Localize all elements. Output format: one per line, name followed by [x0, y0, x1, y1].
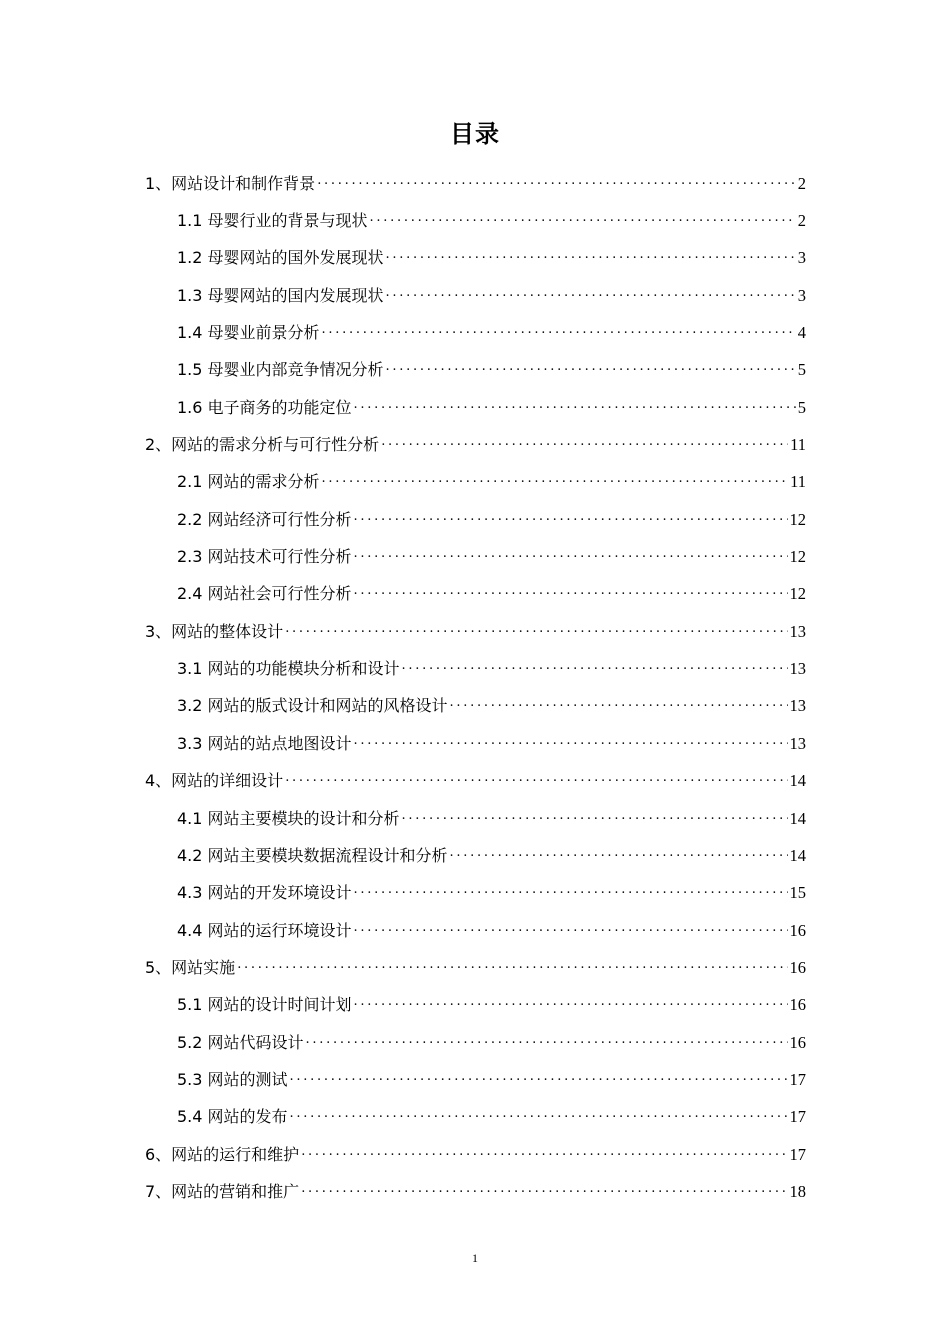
toc-entry-title: 7、网站的营销和推广 [145, 1181, 300, 1201]
toc-entry-leader-dots [381, 434, 788, 450]
toc-entry-row [177, 322, 806, 344]
toc-entry-leader-dots [285, 621, 787, 637]
toc-entry[interactable] [0, 912, 950, 949]
toc-entry-title: 5.4 网站的发布 [177, 1107, 288, 1127]
toc-entry-leader-dots [386, 285, 796, 301]
toc-entry-row [177, 1032, 806, 1054]
toc-entry-row [145, 621, 806, 643]
toc-entry-page-number: 14 [789, 808, 806, 828]
toc-entry-title: 4.2 网站主要模块数据流程设计和分析 [177, 845, 448, 865]
toc-entry[interactable] [0, 576, 950, 613]
toc-entry-row [177, 583, 806, 605]
toc-entry[interactable] [0, 1136, 950, 1173]
toc-entry-leader-dots [386, 247, 796, 263]
toc-entry-leader-dots [301, 1144, 787, 1160]
toc-entry-leader-dots [322, 322, 796, 338]
toc-entry[interactable] [0, 1173, 950, 1210]
toc-entry-leader-dots [301, 1181, 787, 1197]
toc-entry[interactable] [0, 837, 950, 874]
toc-entry[interactable] [0, 688, 950, 725]
toc-entry-page-number: 12 [789, 509, 806, 529]
toc-entry-leader-dots [322, 471, 789, 487]
toc-entry-leader-dots [450, 695, 788, 711]
toc-entry-row [177, 546, 806, 568]
toc-entry-leader-dots [354, 882, 788, 898]
toc-entry-page-number: 13 [789, 659, 806, 679]
toc-entry-title: 2.1 网站的需求分析 [177, 472, 320, 492]
toc-entry-page-number: 17 [789, 1069, 806, 1089]
toc-entry-leader-dots [237, 957, 787, 973]
toc-entry-title: 1.6 电子商务的功能定位 [177, 397, 352, 417]
toc-entry-leader-dots [306, 1032, 788, 1048]
toc-entry-title: 5、网站实施 [145, 957, 236, 977]
toc-entry-page-number: 2 [797, 173, 806, 193]
toc-entry-page-number: 13 [789, 733, 806, 753]
toc-entry-row [145, 1181, 806, 1203]
toc-entry-row [177, 210, 806, 232]
toc-entry-leader-dots [354, 994, 788, 1010]
toc-entry-page-number: 3 [797, 248, 806, 268]
toc-entry[interactable] [0, 987, 950, 1024]
toc-entry-title: 3、网站的整体设计 [145, 621, 284, 641]
toc-entry-row [177, 1069, 806, 1091]
toc-entry-title: 5.2 网站代码设计 [177, 1032, 304, 1052]
toc-entry-row [177, 1106, 806, 1128]
toc-entry-row [177, 471, 806, 493]
toc-entry-title: 4、网站的详细设计 [145, 771, 284, 791]
toc-entry-title: 2.2 网站经济可行性分析 [177, 509, 352, 529]
toc-entry-page-number: 16 [789, 957, 806, 977]
toc-entry[interactable] [0, 501, 950, 538]
toc-entry[interactable] [0, 875, 950, 912]
toc-entry-row [177, 845, 806, 867]
toc-entry-row [177, 808, 806, 830]
toc-entry[interactable] [0, 240, 950, 277]
toc-entry-leader-dots [285, 770, 787, 786]
toc-entry-page-number: 4 [797, 323, 806, 343]
toc-entry-title: 3.2 网站的版式设计和网站的风格设计 [177, 696, 448, 716]
toc-entry-row [145, 173, 806, 195]
toc-entry-title: 5.1 网站的设计时间计划 [177, 995, 352, 1015]
toc-entry[interactable] [0, 352, 950, 389]
toc-entry-title: 1、网站设计和制作背景 [145, 173, 316, 193]
toc-entry[interactable] [0, 763, 950, 800]
toc-entry[interactable] [0, 1024, 950, 1061]
toc-entry-page-number: 14 [789, 845, 806, 865]
toc-entry-leader-dots [354, 733, 788, 749]
toc-entry-page-number: 11 [790, 472, 806, 492]
toc-entry-leader-dots [402, 658, 788, 674]
toc-entry-row [145, 957, 806, 979]
toc-entry-leader-dots [354, 546, 788, 562]
toc-entry-row [145, 434, 806, 456]
toc-entry-leader-dots [354, 583, 788, 599]
toc-title: 目录 [450, 120, 500, 148]
toc-entry-page-number: 11 [790, 435, 806, 455]
toc-entry-page-number: 14 [789, 771, 806, 791]
toc-entry[interactable] [0, 426, 950, 463]
toc-entry-row [177, 397, 806, 419]
toc-entry-page-number: 16 [789, 995, 806, 1015]
toc-entry-leader-dots [354, 397, 796, 413]
toc-entry-page-number: 3 [797, 285, 806, 305]
toc-entry[interactable] [0, 202, 950, 239]
toc-entry-page-number: 15 [789, 883, 806, 903]
toc-entry-page-number: 16 [789, 920, 806, 940]
toc-entry-page-number: 18 [789, 1181, 806, 1201]
toc-entry[interactable] [0, 277, 950, 314]
toc-entry-leader-dots [354, 920, 788, 936]
toc-entry-row [177, 733, 806, 755]
toc-entry-row [177, 247, 806, 269]
toc-entry-title: 1.5 母婴业内部竞争情况分析 [177, 360, 384, 380]
toc-entry-leader-dots [370, 210, 796, 226]
toc-entry-leader-dots [386, 359, 796, 375]
footer-page-number: 1 [472, 1251, 478, 1265]
toc-entry[interactable] [0, 538, 950, 575]
toc-entry-page-number: 12 [789, 547, 806, 567]
toc-list [0, 165, 950, 1211]
toc-entry-page-number: 17 [789, 1144, 806, 1164]
toc-entry[interactable] [0, 800, 950, 837]
toc-entry[interactable] [0, 1061, 950, 1098]
toc-entry-page-number: 13 [789, 696, 806, 716]
toc-entry-title: 4.3 网站的开发环境设计 [177, 883, 352, 903]
toc-entry[interactable] [0, 1099, 950, 1136]
toc-entry-title: 3.1 网站的功能模块分析和设计 [177, 659, 400, 679]
toc-entry-page-number: 5 [797, 360, 806, 380]
toc-entry-row [177, 882, 806, 904]
toc-entry-title: 4.4 网站的运行环境设计 [177, 920, 352, 940]
toc-entry-title: 2.4 网站社会可行性分析 [177, 584, 352, 604]
toc-entry-row [177, 509, 806, 531]
toc-entry-leader-dots [354, 509, 788, 525]
toc-entry-page-number: 16 [789, 1032, 806, 1052]
toc-entry-leader-dots [290, 1069, 788, 1085]
toc-entry-row [177, 695, 806, 717]
toc-entry[interactable] [0, 725, 950, 762]
toc-entry-title: 1.4 母婴业前景分析 [177, 323, 320, 343]
toc-entry-leader-dots [450, 845, 788, 861]
toc-entry[interactable] [0, 464, 950, 501]
toc-entry-leader-dots [402, 808, 788, 824]
toc-entry-row [145, 1144, 806, 1166]
toc-entry-title: 1.1 母婴行业的背景与现状 [177, 211, 368, 231]
toc-entry-page-number: 5 [797, 397, 806, 417]
toc-entry-row [145, 770, 806, 792]
toc-entry-row [177, 994, 806, 1016]
toc-entry-title: 5.3 网站的测试 [177, 1069, 288, 1089]
toc-entry-leader-dots [290, 1106, 788, 1122]
toc-entry-page-number: 2 [797, 211, 806, 231]
toc-entry[interactable] [0, 389, 950, 426]
toc-entry-row [177, 920, 806, 942]
toc-entry-title: 6、网站的运行和维护 [145, 1144, 300, 1164]
toc-entry-title: 4.1 网站主要模块的设计和分析 [177, 808, 400, 828]
toc-entry[interactable] [0, 314, 950, 351]
toc-entry[interactable] [0, 650, 950, 687]
toc-entry-page-number: 17 [789, 1107, 806, 1127]
toc-entry-row [177, 359, 806, 381]
toc-entry-title: 3.3 网站的站点地图设计 [177, 733, 352, 753]
toc-entry[interactable] [0, 165, 950, 202]
toc-entry-title: 2.3 网站技术可行性分析 [177, 547, 352, 567]
toc-entry-row [177, 285, 806, 307]
toc-entry-title: 1.3 母婴网站的国内发展现状 [177, 285, 384, 305]
toc-entry-row [177, 658, 806, 680]
toc-entry[interactable] [0, 613, 950, 650]
toc-entry-title: 1.2 母婴网站的国外发展现状 [177, 248, 384, 268]
toc-entry[interactable] [0, 949, 950, 986]
toc-entry-title: 2、网站的需求分析与可行性分析 [145, 435, 380, 455]
toc-entry-leader-dots [317, 173, 796, 189]
toc-entry-page-number: 12 [789, 584, 806, 604]
toc-entry-page-number: 13 [789, 621, 806, 641]
